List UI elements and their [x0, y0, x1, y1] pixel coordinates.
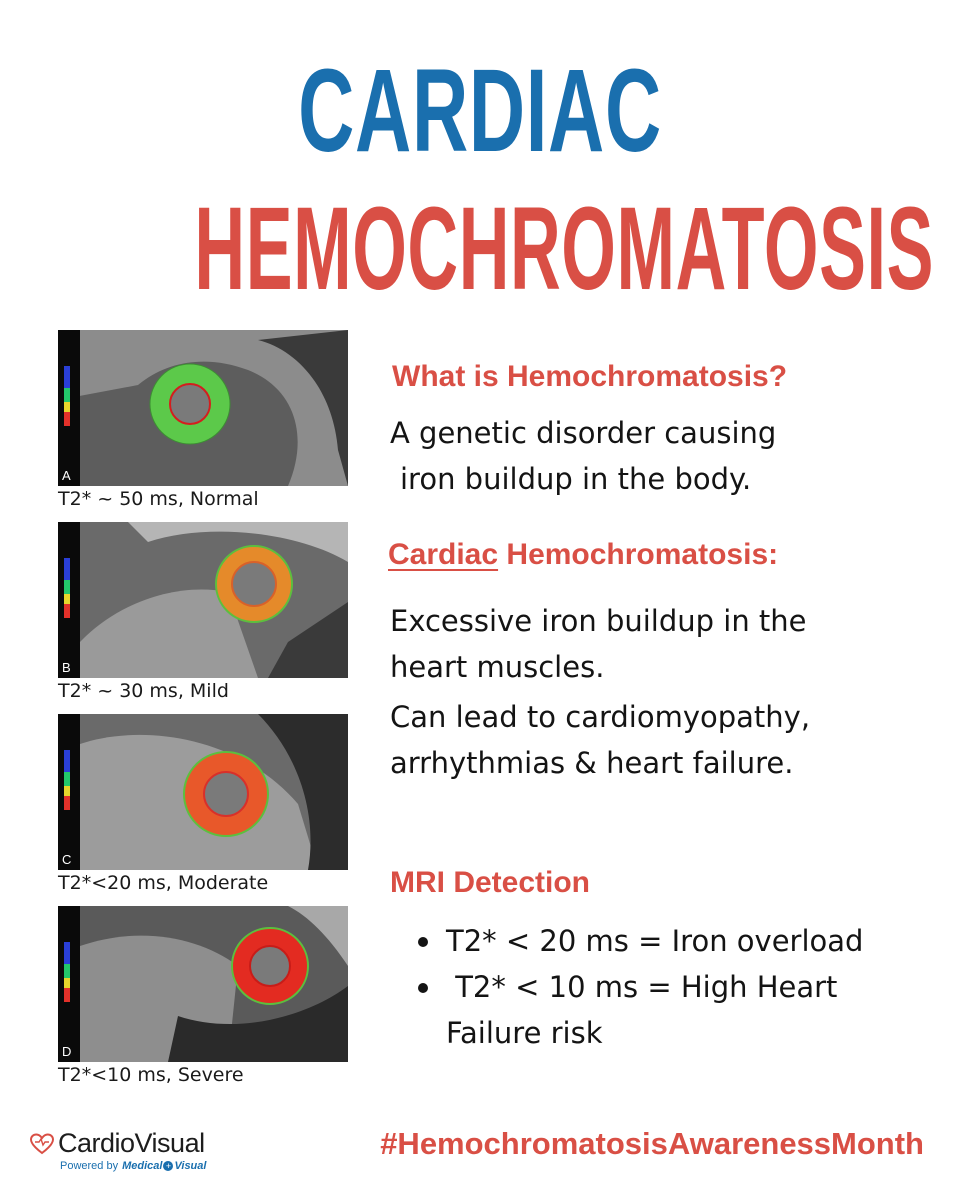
- mri-letter-a: A: [62, 468, 71, 483]
- mri-bullet-1-text: T2* < 20 ms = Iron overload: [446, 924, 864, 958]
- powered-brand-a: Medical: [122, 1160, 163, 1172]
- cardiac-line-2: heart muscles.: [390, 650, 605, 684]
- logo-text: CardioVisual: [58, 1128, 205, 1158]
- what-line-2: iron buildup in the body.: [400, 462, 752, 496]
- mri-letter-b: B: [62, 660, 71, 675]
- mri-bullet-1: [410, 918, 863, 964]
- powered-by-label: Powered by: [60, 1160, 119, 1172]
- mri-letter-c: C: [62, 852, 72, 867]
- cardiac-line-4: arrhythmias & heart failure.: [390, 746, 794, 780]
- mri-bullet-continuation-text: Failure risk: [446, 1016, 603, 1050]
- mri-caption-a: T2* ~ 50 ms, Normal: [58, 488, 259, 510]
- title-line-2: HEMOCHROMATOSIS: [194, 183, 935, 315]
- cardiac-heading-underlined: Cardiac: [388, 538, 499, 571]
- bullet-dot-icon: [418, 983, 428, 993]
- mri-bullet-2: [410, 964, 863, 1010]
- mri-image-c: [58, 714, 348, 870]
- powered-brand-b: Visual: [174, 1160, 207, 1172]
- mri-caption-c: T2*<20 ms, Moderate: [58, 872, 269, 894]
- powered-by: [60, 1160, 206, 1172]
- bullet-dot-icon: [418, 937, 428, 947]
- plus-icon: +: [163, 1161, 173, 1171]
- cardiac-heading-rest: Hemochromatosis:: [498, 538, 779, 571]
- mri-image-b: [58, 522, 348, 678]
- mri-bullet-list: [410, 918, 863, 1056]
- title-line-1: CARDIAC: [298, 45, 662, 177]
- cardiac-line-3: Can lead to cardiomyopathy,: [390, 700, 811, 734]
- cardiac-line-1: Excessive iron buildup in the: [390, 604, 807, 638]
- mri-heading: MRI Detection: [390, 866, 591, 899]
- mri-bullet-continuation: [410, 1010, 863, 1056]
- what-line-1: A genetic disorder causing: [390, 416, 777, 450]
- mri-image-d: [58, 906, 348, 1062]
- mri-bullet-2-text: T2* < 10 ms = High Heart: [446, 970, 838, 1004]
- awareness-hashtag: #HemochromatosisAwarenessMonth: [380, 1126, 924, 1161]
- mri-letter-d: D: [62, 1044, 72, 1059]
- heart-icon: [30, 1133, 54, 1155]
- cardiovisual-logo: [30, 1128, 206, 1172]
- mri-image-a: [58, 330, 348, 486]
- mri-caption-d: T2*<10 ms, Severe: [58, 1064, 244, 1086]
- cardiac-heading: [388, 538, 778, 572]
- what-heading: What is Hemochromatosis?: [392, 360, 788, 393]
- mri-caption-b: T2* ~ 30 ms, Mild: [58, 680, 229, 702]
